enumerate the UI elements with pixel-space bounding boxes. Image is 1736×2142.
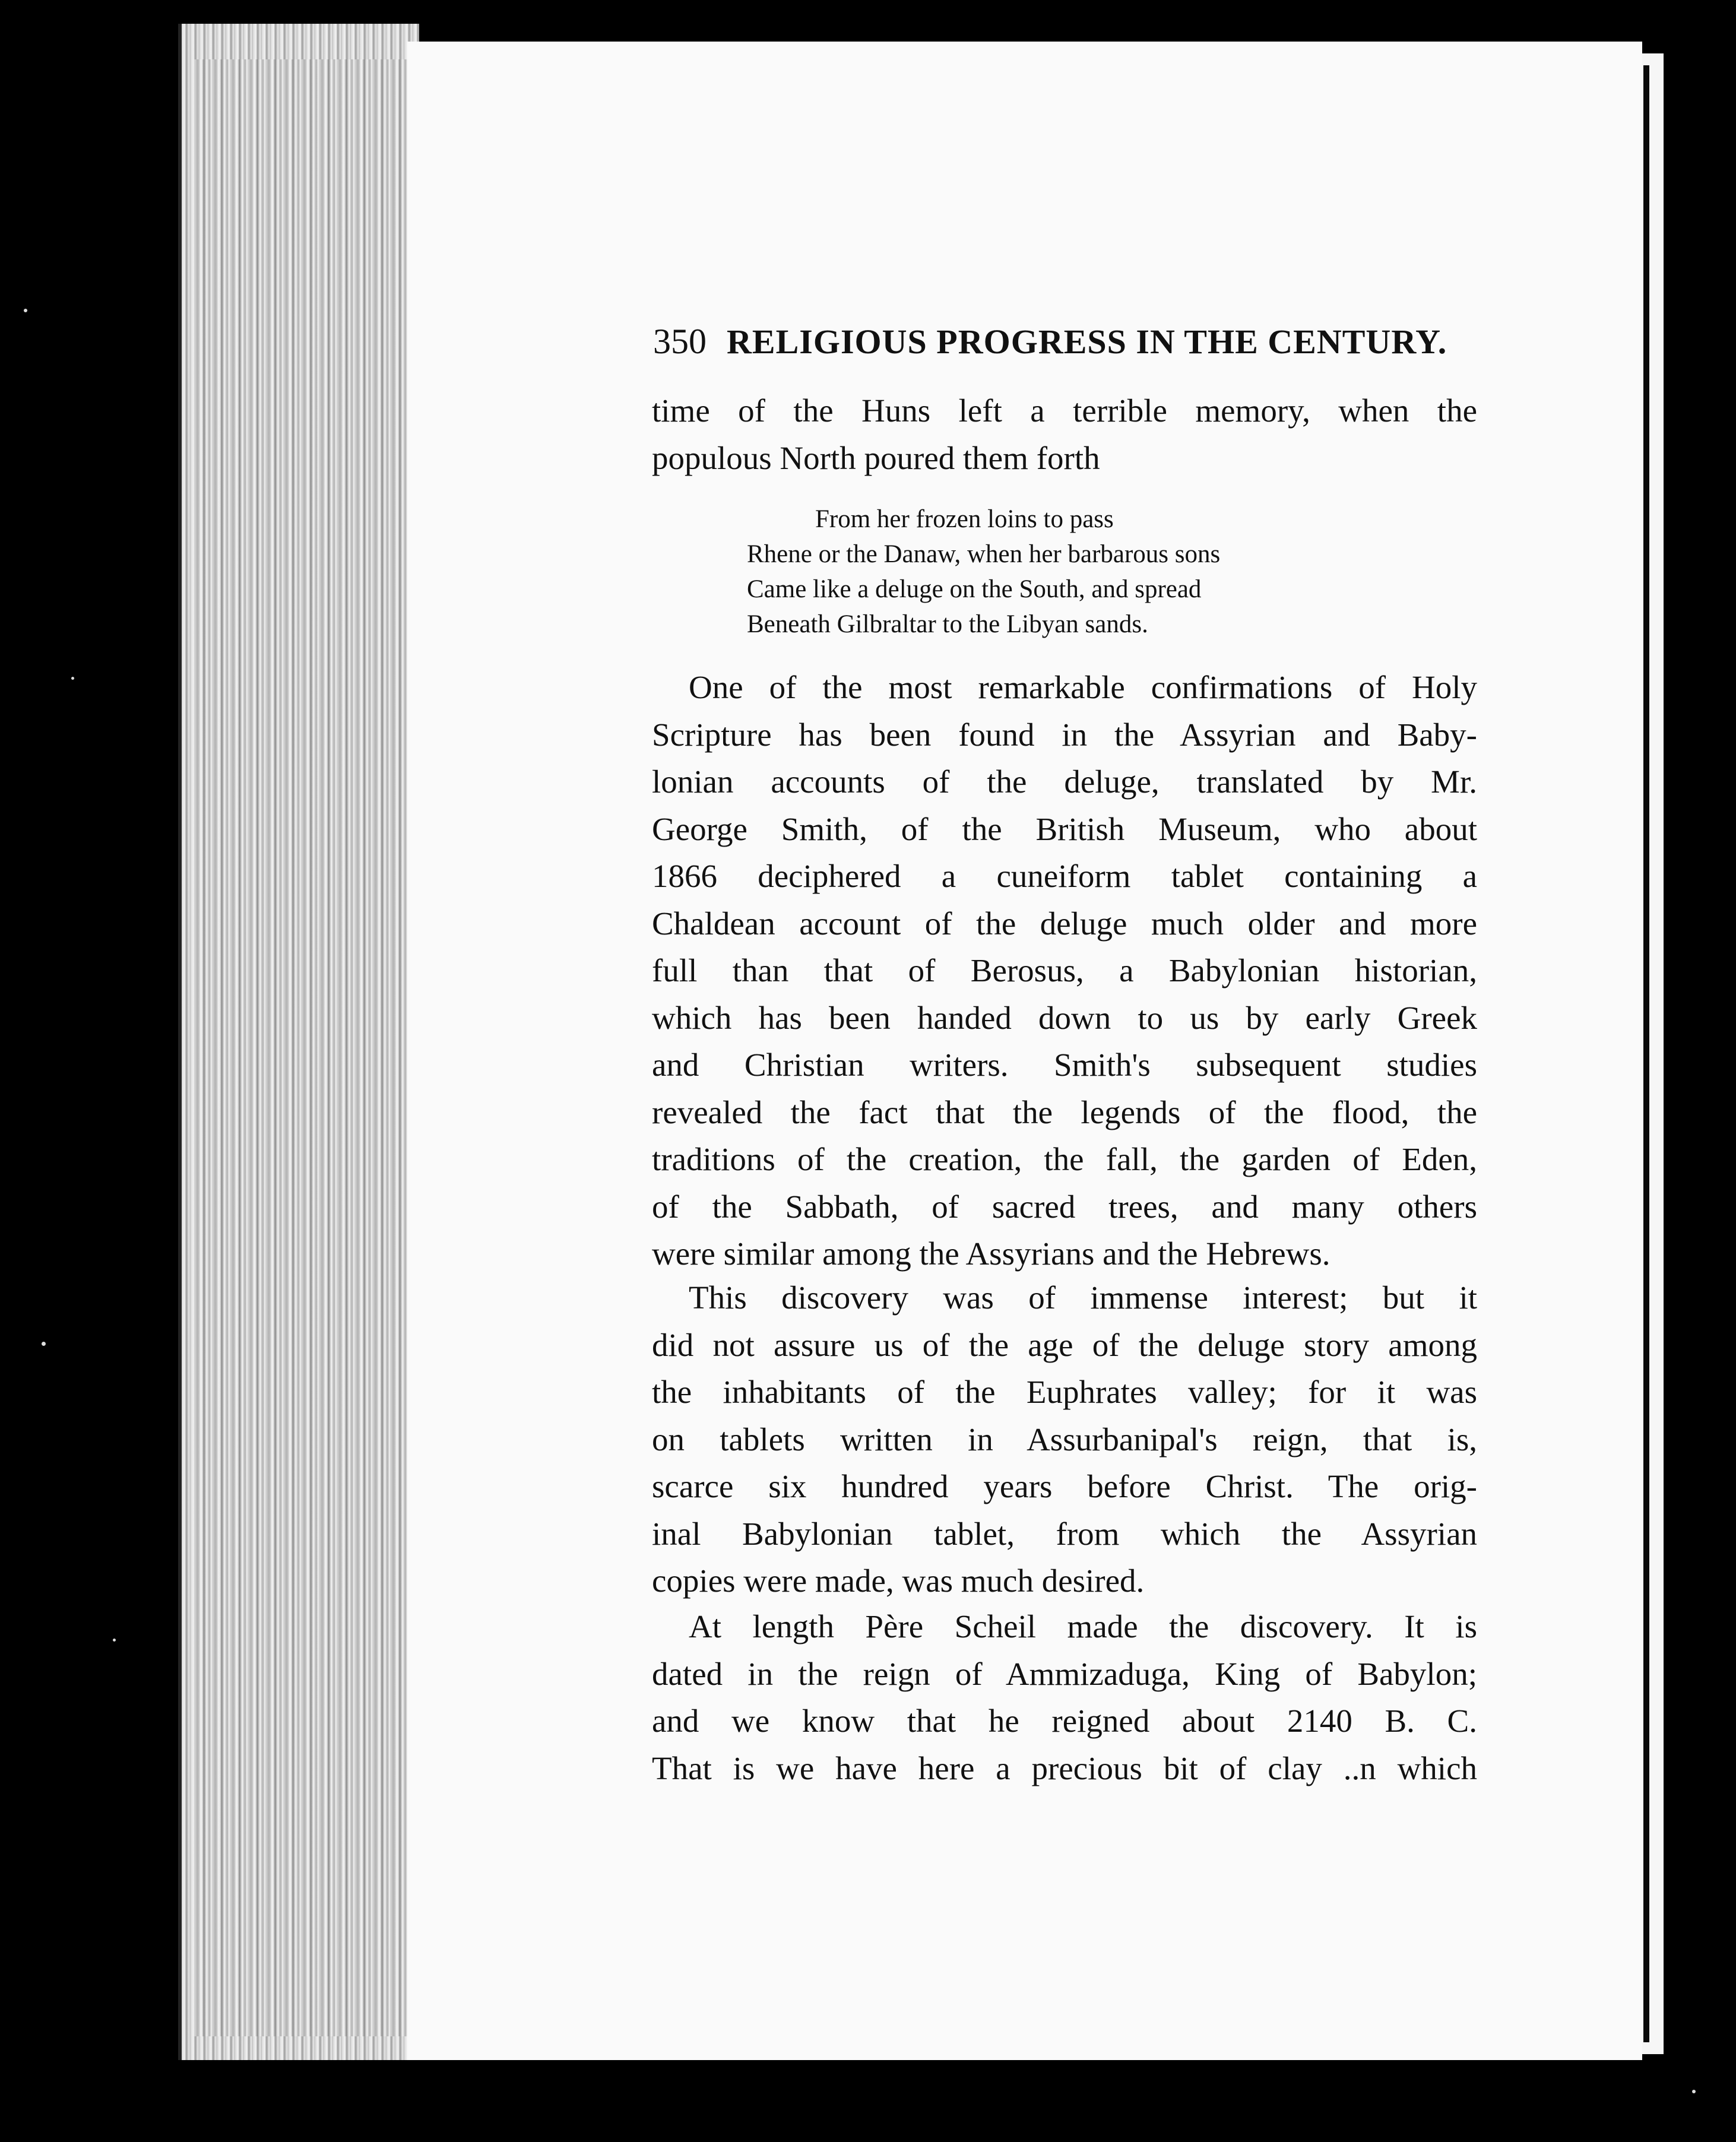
page-number: 350 bbox=[653, 322, 707, 361]
text-line: Scripture has been found in the Assyrian and Baby- bbox=[652, 716, 1477, 753]
text-line: did not assure us of the age of the deluge story among bbox=[652, 1326, 1477, 1363]
text-line: which has been handed down to us by early Greek bbox=[652, 999, 1477, 1036]
text-line: lonian accounts of the deluge, translated by Mr. bbox=[652, 763, 1477, 800]
text-line: Chaldean account of the deluge much older and more bbox=[652, 905, 1477, 942]
paragraph-pere-scheil bbox=[652, 1603, 1477, 1792]
scan-speck bbox=[1692, 2090, 1696, 2093]
text-line: inal Babylonian tablet, from which the Assyrian bbox=[652, 1515, 1477, 1552]
scan-speck bbox=[24, 309, 27, 312]
text-line: dated in the reign of Ammizaduga, King of Babylon; bbox=[652, 1655, 1477, 1692]
paragraph-discovery-interest bbox=[652, 1274, 1477, 1605]
page-block-edge bbox=[178, 24, 419, 2060]
text-line: 1866 deciphered a cuneiform tablet containing a bbox=[652, 858, 1477, 894]
verse-line: Came like a deluge on the South, and spread bbox=[747, 575, 1202, 603]
text-line: time of the Huns left a terrible memory, when the bbox=[652, 392, 1477, 429]
text-line: the inhabitants of the Euphrates valley; for it was bbox=[652, 1374, 1477, 1410]
scan-speck bbox=[113, 1639, 116, 1642]
scan-speck bbox=[71, 677, 74, 680]
verse-quotation bbox=[747, 502, 1376, 642]
text-line: scarce six hundred years before Christ. The orig- bbox=[652, 1468, 1477, 1504]
text-line: That is we have here a precious bit of clay ..n which bbox=[652, 1750, 1477, 1786]
text-line: were similar among the Assyrians and the Hebrews. bbox=[652, 1235, 1330, 1272]
gutter-shadow bbox=[1643, 65, 1649, 2042]
scan-speck bbox=[42, 1342, 46, 1346]
text-line: full than that of Berosus, a Babylonian historian, bbox=[652, 952, 1477, 988]
text-line: on tablets written in Assurbanipal's reign, that is, bbox=[652, 1421, 1477, 1457]
text-line: copies were made, was much desired. bbox=[652, 1563, 1145, 1599]
text-line: One of the most remarkable confirmations of Holy bbox=[689, 669, 1477, 705]
text-line: of the Sabbath, of sacred trees, and many others bbox=[652, 1188, 1477, 1225]
text-line: At length Père Scheil made the discovery. It is bbox=[689, 1608, 1477, 1644]
running-title: RELIGIOUS PROGRESS IN THE CENTURY. bbox=[727, 322, 1447, 361]
page-leaves bbox=[194, 59, 407, 2036]
text-line: George Smith, of the British Museum, who about bbox=[652, 810, 1477, 847]
intro-text bbox=[652, 387, 1477, 481]
verse-line: Beneath Gilbraltar to the Libyan sands. bbox=[747, 610, 1148, 638]
text-line: This discovery was of immense interest; but it bbox=[689, 1279, 1477, 1316]
text-line: and we know that he reigned about 2140 B. C. bbox=[652, 1703, 1477, 1739]
paragraph-deluge-confirmations bbox=[652, 664, 1477, 1278]
running-header bbox=[653, 321, 1447, 363]
text-line: traditions of the creation, the fall, the garden of Eden, bbox=[652, 1141, 1477, 1177]
verse-line: Rhene or the Danaw, when her barbarous sons bbox=[747, 540, 1221, 568]
verse-line: From her frozen loins to pass bbox=[815, 505, 1114, 533]
text-line: populous North poured them forth bbox=[652, 439, 1100, 476]
text-line: revealed the fact that the legends of the flood, the bbox=[652, 1094, 1477, 1130]
text-line: and Christian writers. Smith's subsequent studies bbox=[652, 1047, 1477, 1083]
